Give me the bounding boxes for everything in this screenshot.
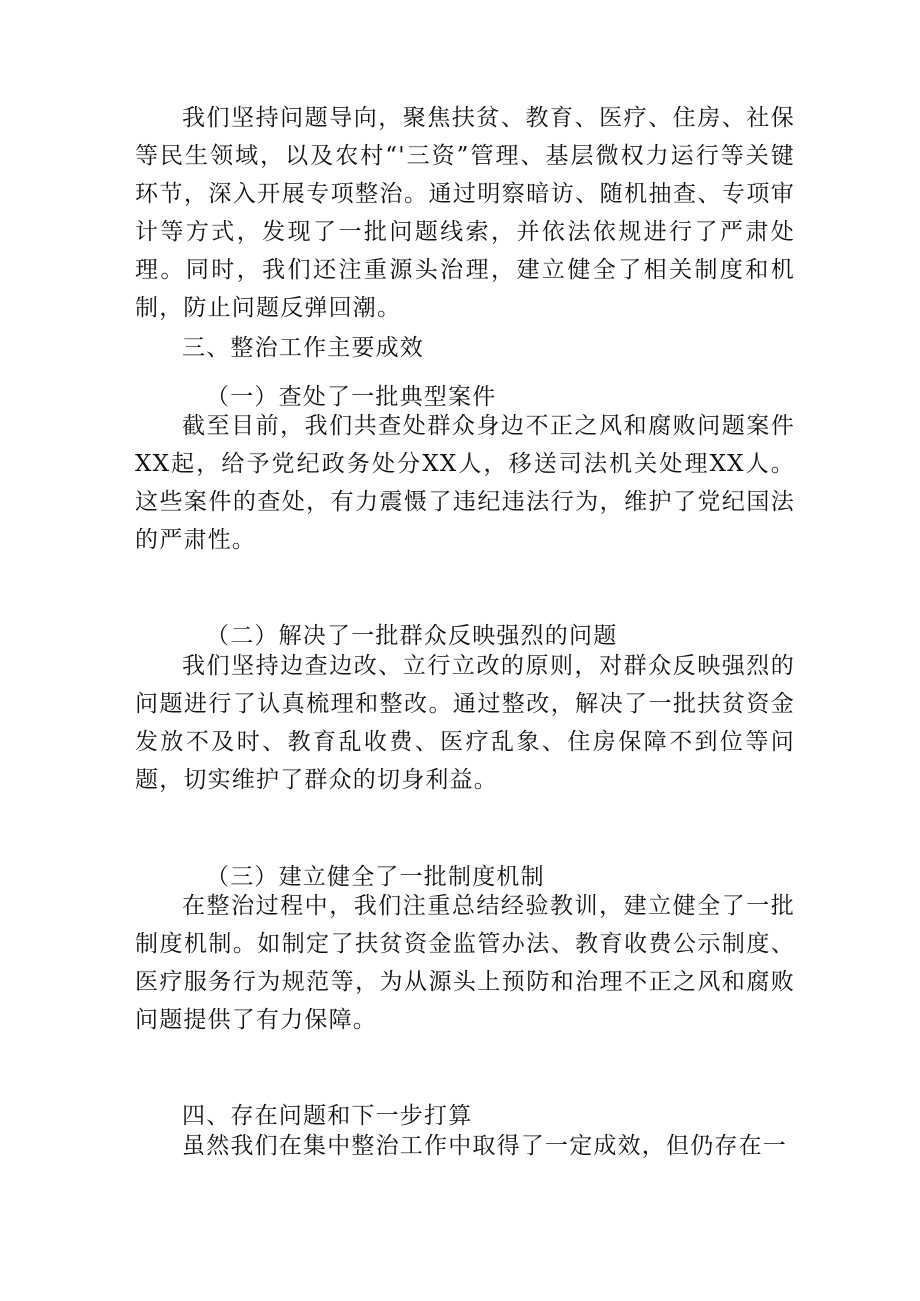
heading-problems-plans: 四、存在问题和下一步打算 (182, 1103, 473, 1129)
paragraph-systems: 在整治过程中，我们注重总结经验教训，建立健全了一批制度机制。如制定了扶贫资金监管办法、教育收费公示制度、医疗服务行为规范等，为从源头上预防和治理不正之风和腐败问题提供了有力保障。 (135, 893, 795, 1033)
paragraph-existing-problems: 虽然我们在集中整治工作中取得了一定成效，但仍存在一 (182, 1133, 787, 1159)
subheading-systems: （三）建立健全了一批制度机制 (206, 864, 545, 890)
paragraph-cases: 截至目前，我们共查处群众身边不正之风和腐败问题案件XX起，给予党纪政务处分XX人，移送司法机关处理XX人。这些案件的查处，有力震慑了违纪违法行为，维护了党纪国法的严肃性。 (135, 413, 795, 553)
paragraph-rectification: 我们坚持边查边改、立行立改的原则，对群众反映强烈的问题进行了认真梳理和整改。通过整改，解决了一批扶贫资金发放不及时、教育乱收费、医疗乱象、住房保障不到位等问题，切实维护了群众的切身利益。 (135, 653, 795, 793)
paragraph-measures: 我们坚持问题导向，聚焦扶贫、教育、医疗、住房、社保等民生领域，以及农村“'三资”管理、基层微权力运行等关键环节，深入开展专项整治。通过明察暗访、随机抽查、专项审计等方式，发现了一批问题线索，并依法依规进行了严肃处理。同时，我们还注重源头治理，建立健全了相关制度和机制，防止问题反弹回潮。 (135, 105, 795, 321)
heading-main-results: 三、整治工作主要成效 (182, 335, 424, 361)
subheading-typical-cases: （一）查处了一批典型案件 (206, 384, 497, 410)
subheading-solved-problems: （二）解决了一批群众反映强烈的问题 (206, 623, 618, 649)
